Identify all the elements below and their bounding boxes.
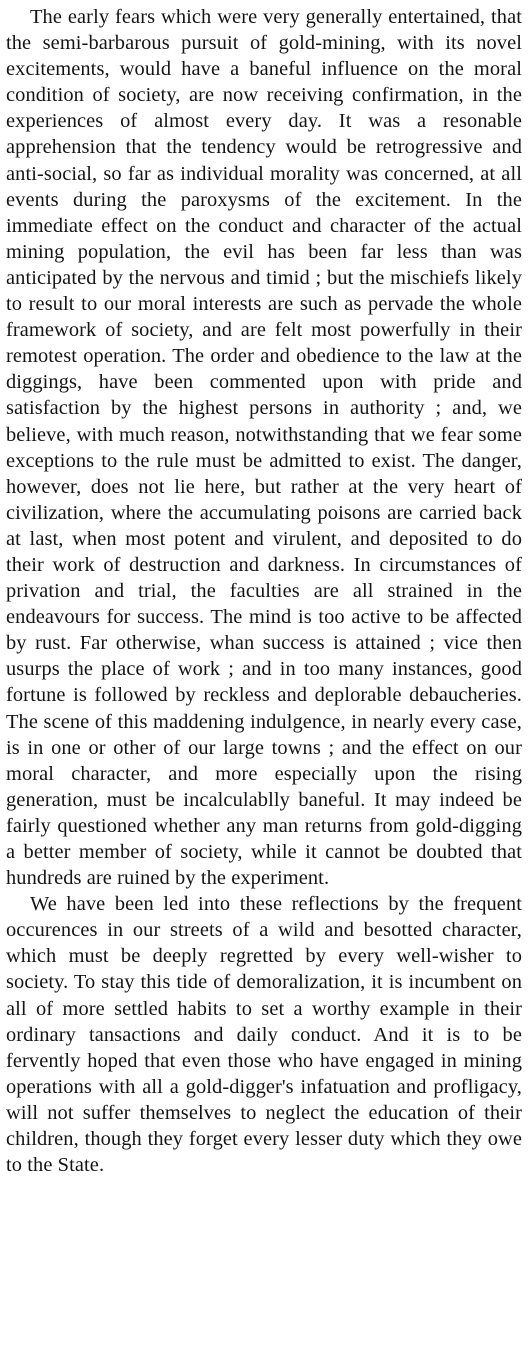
newspaper-article [6, 4, 522, 1178]
article-paragraph-1: The early fears which were very generally entertained, that the semi-barbarous pursuit of gold-mining, with its novel excitements, would have a baneful influence on the moral condition of society, are now receiving confirmation, in the experiences of almost every day. It was a resonable apprehension that the tendency would be retrogressive and anti-social, so far as individual morality was concerned, at all events during the paroxysms of the excitement. In the immediate effect on the conduct and character of the actual mining population, the evil has been far less than was anticipated by the nervous and timid ; but the mischiefs likely to result to our moral interests are such as pervade the whole framework of society, and are felt most powerfully in their remotest operation. The order and obedience to the law at the diggings, have been commented upon with pride and satisfaction by the highest persons in authority ; and, we believe, with much reason, notwithstanding that we fear some exceptions to the rule must be admitted to exist. The danger, however, does not lie here, but rather at the very heart of civilization, where the accumulating poisons are carried back at last, when most potent and virulent, and deposited to do their work of destruction and darkness. In circumstances of privation and trial, the faculties are all strained in the endeavours for success. The mind is too active to be affected by rust. Far otherwise, whan success is attained ; vice then usurps the place of work ; and in too many instances, good fortune is followed by reckless and deplorable debaucheries. The scene of this maddening indulgence, in nearly every case, is in one or other of our large towns ; and the effect on our moral character, and more especially upon the rising generation, must be incalculablly baneful. It may indeed be fairly questioned whether any man returns from gold-digging a better member of society, while it cannot be doubted that hundreds are ruined by the experiment. [6, 6, 522, 890]
article-paragraph-2: We have been led into these reflections by the frequent occurences in our streets of a wild and besotted character, which must be deeply regretted by every well-wisher to society. To stay this tide of demoralization, it is incumbent on all of more settled habits to set a worthy example in their ordinary tansactions and daily conduct. And it is to be fervently hoped that even those who have engaged in mining operations with all a gold-digger's infatuation and profligacy, will not suffer themselves to neglect the education of their children, though they forget every lesser duty which they owe to the State. [6, 893, 522, 1177]
